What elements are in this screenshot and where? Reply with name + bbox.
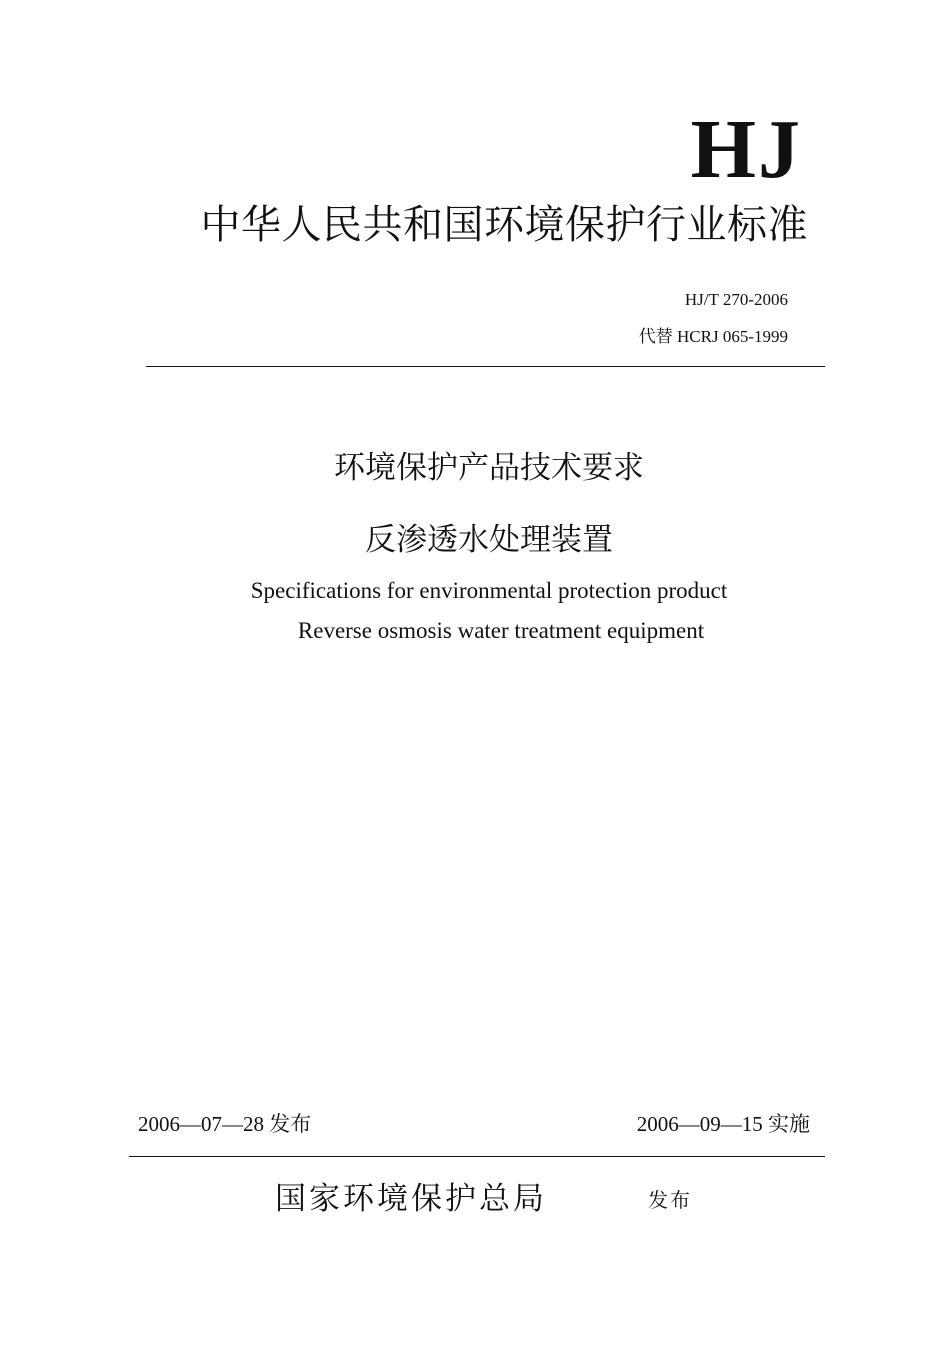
document-title-cn-sub: 反渗透水处理装置 [365,522,613,558]
implementation-date: 2006—09—15 实施 [636,1112,810,1136]
header-divider [146,366,825,367]
replaced-standard: 代替 HCRJ 065-1999 [638,327,788,346]
issuing-authority: 国家环境保护总局 [275,1181,547,1217]
issuing-authority-suffix: 发布 [648,1188,692,1212]
document-title-en-sub: Reverse osmosis water treatment equipment [297,618,705,643]
standard-category-title: 中华人民共和国环境保护行业标准 [200,202,808,248]
standard-logo: HJ [690,103,802,196]
standard-code: HJ/T 270-2006 [684,290,788,309]
document-title-en-main: Specifications for environmental protection product [250,578,728,603]
footer-divider [129,1156,825,1157]
document-title-cn-main: 环境保护产品技术要求 [334,450,644,486]
issue-date: 2006—07—28 发布 [138,1112,312,1136]
